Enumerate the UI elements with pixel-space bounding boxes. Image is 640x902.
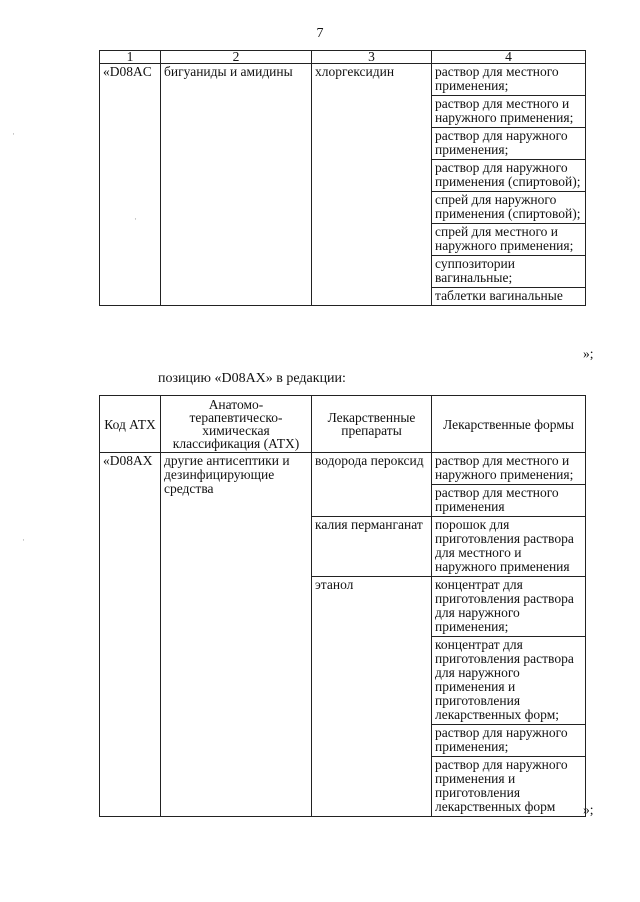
dosage-form: раствор для наружного применения;: [432, 127, 585, 159]
dosage-form: раствор для местного и наружного применения;: [435, 453, 574, 482]
header-dosage-forms: Лекарственные формы: [432, 396, 586, 453]
dosage-form: раствор для местного применения: [432, 484, 585, 516]
dosage-form: раствор для наружного применения (спиртовой);: [432, 159, 585, 191]
atc-group: бигуаниды и амидины: [161, 64, 312, 306]
scan-speck: ·: [22, 535, 25, 545]
dosage-form: концентрат для приготовления раствора для наружного применения;: [435, 577, 574, 634]
drug-name: этанол: [312, 577, 432, 817]
drug-name: калия перманганат: [312, 517, 432, 577]
atc-code: «D08AX: [100, 453, 161, 517]
dosage-form: суппозитории вагинальные;: [432, 255, 585, 287]
page-number: 7: [316, 26, 324, 41]
dosage-forms: [432, 453, 586, 517]
dosage-form: раствор для наружного применения и приготовления лекарственных форм: [432, 756, 585, 816]
dosage-form: спрей для наружного применения (спиртовой);: [432, 191, 585, 223]
table-row: [100, 577, 586, 817]
table-row: [100, 64, 586, 306]
table-row: [100, 453, 586, 517]
table-row: [100, 517, 586, 577]
column-number: 3: [312, 51, 432, 64]
header-atc-classification: Анатомо-терапевтическо-химическая классификация (АТХ): [161, 396, 312, 453]
dosage-forms: [432, 64, 586, 306]
dosage-form: раствор для местного применения;: [435, 64, 559, 93]
column-number: 4: [432, 51, 586, 64]
dosage-form: порошок для приготовления раствора для местного и наружного применения: [435, 517, 574, 574]
header-row: [100, 396, 586, 453]
dosage-form: концентрат для приготовления раствора для наружного применения и приготовления лекарственных форм;: [432, 636, 585, 724]
column-number: 2: [161, 51, 312, 64]
header-drugs: Лекарственные препараты: [312, 396, 432, 453]
closing-quote: »;: [583, 802, 594, 817]
header-atc-code: Код АТХ: [100, 396, 161, 453]
dosage-form: спрей для местного и наружного применения;: [432, 223, 585, 255]
dosage-form: раствор для наружного применения;: [432, 724, 585, 756]
drug-name: водорода пероксид: [312, 453, 432, 517]
dosage-form: раствор для местного и наружного применения;: [432, 95, 585, 127]
atc-code-continued: [100, 517, 161, 577]
dosage-forms: [432, 577, 586, 817]
atc-code: «D08AC: [100, 64, 161, 306]
intro-text: позицию «D08AX» в редакции:: [158, 371, 346, 386]
column-number-row: [100, 51, 586, 64]
drug-table-d08ac: [99, 50, 586, 306]
dosage-forms: [432, 517, 586, 577]
scan-speck: ·: [12, 129, 15, 139]
drug-table-d08ax: [99, 395, 586, 817]
drug-name: хлоргексидин: [312, 64, 432, 306]
atc-group-continued: [161, 577, 312, 817]
closing-quote: »;: [583, 346, 594, 361]
scan-speck: ·: [134, 214, 137, 224]
atc-group-continued: [161, 517, 312, 577]
dosage-form: таблетки вагинальные: [432, 287, 585, 305]
atc-code-continued: [100, 577, 161, 817]
column-number: 1: [100, 51, 161, 64]
atc-group: другие антисептики и дезинфицирующие средства: [161, 453, 312, 517]
